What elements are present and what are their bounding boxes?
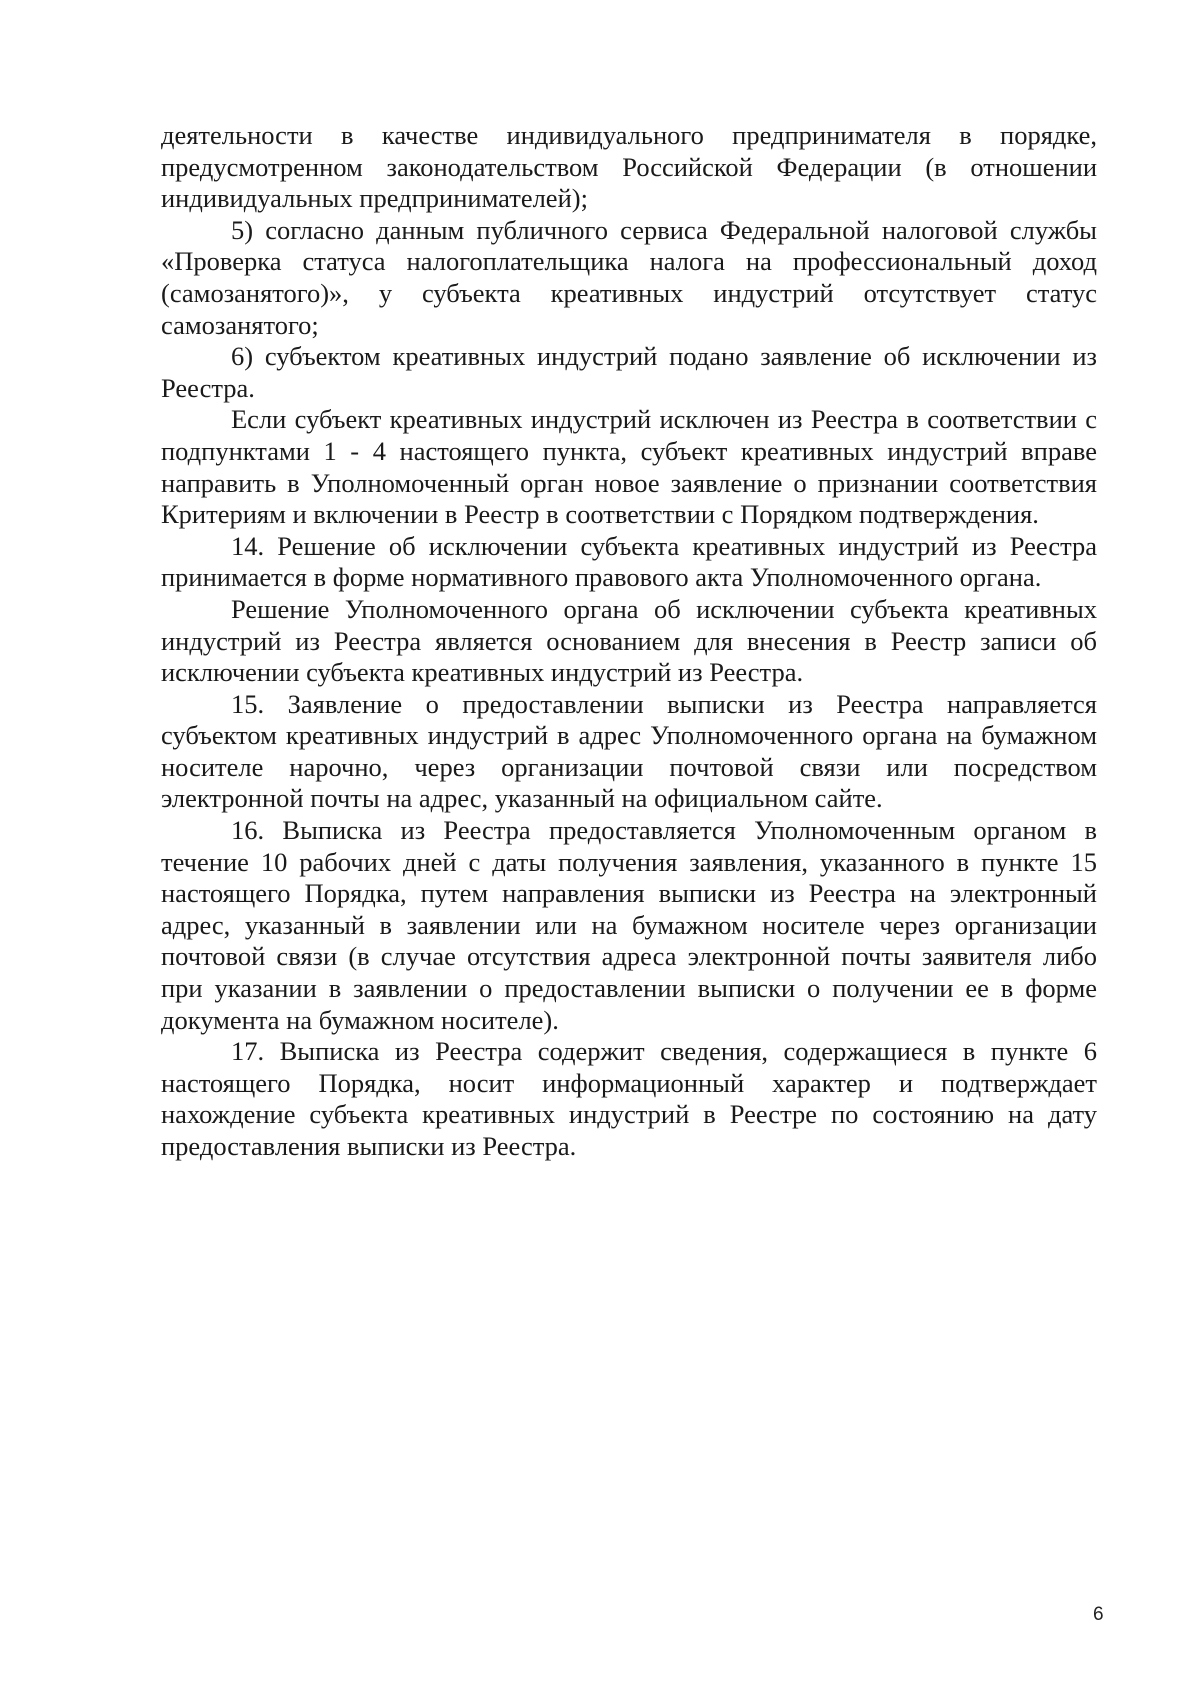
paragraph-16: 16. Выписка из Реестра предоставляется Уполномоченным органом в течение 10 рабочих дней с даты получения заявления, указанного в пункте 15 настоящего Порядка, путем направления выписки из Реестра на электронный адрес, указанный в заявлении или на бумажном носителе через организации почтовой связи (в случае отсутствия адреса электронной почты заявителя либо при указании в заявлении о предоставлении выписки о получении ее в форме документа на бумажном носителе). [161,815,1097,1035]
paragraph-15: 15. Заявление о предоставлении выписки из Реестра направляется субъектом креативных индустрий в адрес Уполномоченного органа на бумажном носителе нарочно, через организации почтовой связи или посредством электронной почты на адрес, указанный на официальном сайте. [161,688,1097,814]
paragraph-14: 14. Решение об исключении субъекта креативных индустрий из Реестра принимается в форме нормативного правового акта Уполномоченного органа. [161,530,1097,593]
paragraph-item-6: 6) субъектом креативных индустрий подано заявление об исключении из Реестра. [161,341,1097,403]
page-number: 6 [1093,1604,1104,1625]
paragraph-14-decision: Решение Уполномоченного органа об исключении субъекта креативных индустрий из Реестра является основанием для внесения в Реестр записи об исключении субъекта креативных индустрий из Реестра. [161,593,1097,688]
paragraph-continuation: деятельности в качестве индивидуального предпринимателя в порядке, предусмотренном законодательством Российской Федерации (в отношении индивидуальных предпринимателей); [161,120,1097,214]
document-body [161,120,1097,1163]
paragraph-17: 17. Выписка из Реестра содержит сведения, содержащиеся в пункте 6 настоящего Порядка, носит информационный характер и подтверждает нахождение субъекта креативных индустрий в Реестре по состоянию на дату предоставления выписки из Реестра. [161,1036,1097,1161]
paragraph-exclusion-note: Если субъект креативных индустрий исключен из Реестра в соответствии с подпунктами 1 - 4 настоящего пункта, субъект креативных индустрий вправе направить в Уполномоченный орган новое заявление о признании соответствия Критериям и включении в Реестр в соответствии с Порядком подтверждения. [161,404,1097,530]
paragraph-item-5: 5) согласно данным публичного сервиса Федеральной налоговой службы «Проверка статуса налогоплательщика налога на профессиональный доход (самозанятого)», у субъекта креативных индустрий отсутствует статус самозанятого; [161,214,1097,340]
